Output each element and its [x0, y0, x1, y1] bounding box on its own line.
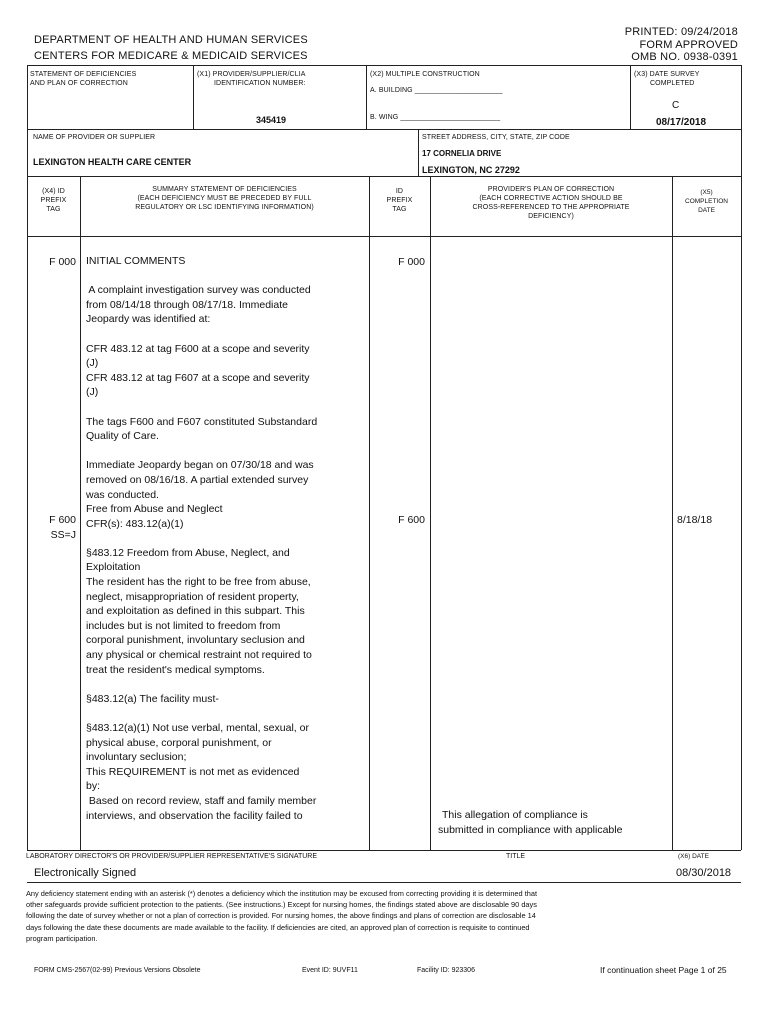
disclaimer-line: Any deficiency statement ending with an asterisk (*) denotes a deficiency which the institution may be excused from correcting providing it is determined that [26, 889, 538, 898]
signature-value: Electronically Signed [34, 867, 137, 879]
summary-line: CFR 483.12 at tag F607 at a scope and severity [86, 371, 310, 384]
summary-line: treat the resident's medical symptoms. [86, 663, 265, 676]
omb-number: OMB NO. 0938-0391 [631, 51, 738, 63]
summary-line: physical abuse, corporal punishment, or [86, 736, 272, 749]
summary-line: (J) [86, 386, 99, 399]
tag-f000-right: F 000 [398, 256, 425, 268]
disclaimer-text [26, 888, 741, 944]
tag-f000-left: F 000 [49, 256, 76, 268]
summary-line: INITIAL COMMENTS [86, 255, 186, 267]
summary-line [86, 706, 368, 721]
id-block-left-border [27, 65, 28, 176]
id-block-bottom-border [27, 129, 741, 130]
x3-label-line1: (X3) DATE SURVEY [634, 71, 700, 78]
id-divider-2 [366, 65, 367, 129]
id-prefix-header: ID PREFIX TAG [386, 188, 413, 213]
summary-line: involuntary seclusion; [86, 751, 187, 764]
summary-line: Jeopardy was identified at: [86, 313, 211, 326]
survey-type-code: C [672, 100, 680, 111]
summary-line: Free from Abuse and Neglect [86, 503, 223, 516]
summary-line [86, 531, 368, 546]
disclaimer-line: days following the date these documents are made available to the facility. If deficiencies are cited, an approved plan of correction is requisite to continued [26, 922, 530, 932]
summary-line: Immediate Jeopardy began on 07/30/18 and was [86, 459, 314, 472]
summary-line: This REQUIREMENT is not met as evidenced [86, 765, 300, 778]
id-block-right-border [741, 65, 742, 176]
signature-label: LABORATORY DIRECTOR'S OR PROVIDER/SUPPLIER REPRESENTATIVE'S SIGNATURE [26, 853, 318, 860]
summary-line: The resident has the right to be free from abuse, [86, 576, 311, 589]
provider-name: LEXINGTON HEALTH CARE CENTER [33, 157, 192, 167]
summary-line: §483.12(a)(1) Not use verbal, mental, sexual, or [86, 722, 309, 734]
summary-line: and exploitation as defined in this subpart. This [86, 605, 305, 618]
summary-line [86, 677, 368, 692]
disclaimer-line: other safeguards provide sufficient protection to the patients. (See instructions.) Except for nursing homes, the findings stated above are disclosable 90 days [26, 900, 537, 910]
summary-line [86, 444, 368, 459]
summary-line: was conducted. [86, 488, 159, 501]
agency-title: CENTERS FOR MEDICARE & MEDICAID SERVICES [34, 50, 308, 62]
x4-header: (X4) ID PREFIX TAG [40, 188, 67, 213]
col-divider-4 [672, 176, 673, 850]
summary-line: corporal punishment, involuntary seclusion and [86, 634, 305, 647]
scope-severity: SS=J [50, 529, 76, 541]
summary-line: Exploitation [86, 561, 141, 574]
statement-label-line1: STATEMENT OF DEFICIENCIES [30, 71, 137, 78]
disclaimer-line: program participation. [26, 933, 98, 943]
event-id: Event ID: 9UVF11 [302, 967, 358, 974]
disclaimer-line: following the date of survey whether or not a plan of correction is provided. For nursing homes, the above findings and plans of correction are disclosable 14 [26, 911, 536, 921]
page-number: If continuation sheet Page 1 of 25 [600, 965, 727, 975]
summary-statement [86, 254, 368, 823]
statement-label-line2: AND PLAN OF CORRECTION [30, 80, 128, 87]
summary-line: CFR(s): 483.12(a)(1) [86, 517, 184, 530]
plan-header: PROVIDER'S PLAN OF CORRECTION (EACH CORRECTIVE ACTION SHOULD BE CROSS-REFERENCED TO THE APPROPRIATE DEFICIENCY) [472, 186, 630, 220]
provider-divider [418, 129, 419, 176]
summary-line [86, 400, 368, 415]
id-divider-1 [193, 65, 194, 129]
x3-label-line2: COMPLETED [650, 80, 695, 87]
summary-line: The tags F600 and F607 constituted Substandard [86, 415, 318, 428]
city-state-zip: LEXINGTON, NC 27292 [422, 165, 520, 175]
completion-date-f600: 8/18/18 [677, 514, 713, 526]
summary-line [86, 269, 368, 284]
summary-line: CFR 483.12 at tag F600 at a scope and severity [86, 342, 310, 355]
summary-line: Quality of Care. [86, 430, 159, 443]
tag-f600-right: F 600 [398, 514, 425, 526]
x2-wing: B. WING _________________________ [370, 114, 501, 121]
provider-row-bottom-border [27, 176, 741, 177]
plan-line: This allegation of compliance is [442, 809, 588, 821]
id-block-top-border [27, 65, 741, 66]
signature-top-border [27, 850, 741, 851]
summary-line: §483.12(a) The facility must- [86, 692, 219, 705]
plan-line: submitted in compliance with applicable [438, 823, 623, 836]
summary-line: includes but is not limited to freedom from [86, 619, 281, 632]
col-divider-1 [80, 176, 81, 850]
summary-header: SUMMARY STATEMENT OF DEFICIENCIES (EACH DEFICIENCY MUST BE PRECEDED BY FULL REGULATORY OR LSC IDENTIFYING INFORMATION) [135, 186, 314, 211]
summary-line: A complaint investigation survey was conducted [86, 284, 311, 297]
facility-id: Facility ID: 923306 [417, 967, 475, 974]
x1-label-line1: (X1) PROVIDER/SUPPLIER/CLIA [197, 71, 306, 78]
title-label: TITLE [506, 853, 526, 860]
plan-of-correction-text [438, 808, 668, 837]
printed-date: PRINTED: 09/24/2018 [624, 26, 738, 38]
column-header-bottom-border [27, 236, 741, 237]
street-address: 17 CORNELIA DRIVE [422, 149, 502, 158]
summary-line: any physical or chemical restraint not required to [86, 649, 312, 662]
x1-label-line2: IDENTIFICATION NUMBER: [214, 80, 306, 87]
summary-line [86, 327, 368, 342]
signature-bottom-border [27, 882, 741, 883]
summary-line: §483.12 Freedom from Abuse, Neglect, and [86, 546, 290, 559]
x5-header: (X5) COMPLETION DATE [685, 189, 728, 214]
x6-date-label: (X6) DATE [678, 853, 709, 860]
x2-building: A. BUILDING ______________________ [370, 87, 503, 94]
provider-name-label: NAME OF PROVIDER OR SUPPLIER [33, 134, 156, 141]
summary-line: neglect, misappropriation of resident property, [86, 590, 299, 603]
survey-completed-date: 08/17/2018 [656, 117, 707, 128]
table-right-border [741, 176, 742, 850]
summary-line: (J) [86, 357, 99, 370]
id-divider-3 [630, 65, 631, 129]
signature-date: 08/30/2018 [676, 867, 732, 879]
summary-line: Based on record review, staff and family member [86, 794, 317, 807]
summary-line: from 08/14/18 through 08/17/18. Immediate [86, 298, 288, 311]
tag-f600-left: F 600 [49, 514, 76, 526]
summary-line: by: [86, 780, 101, 793]
department-title: DEPARTMENT OF HEALTH AND HUMAN SERVICES [34, 34, 308, 46]
address-label: STREET ADDRESS, CITY, STATE, ZIP CODE [422, 134, 570, 141]
provider-id-number: 345419 [256, 115, 287, 125]
form-number: FORM CMS-2567(02-99) Previous Versions Obsolete [34, 967, 201, 974]
x2-label: (X2) MULTIPLE CONSTRUCTION [370, 71, 480, 78]
summary-line: interviews, and observation the facility failed to [86, 809, 303, 822]
form-approved-label: FORM APPROVED [639, 39, 738, 51]
summary-line: removed on 08/16/18. A partial extended survey [86, 473, 309, 486]
col-divider-3 [430, 176, 431, 850]
